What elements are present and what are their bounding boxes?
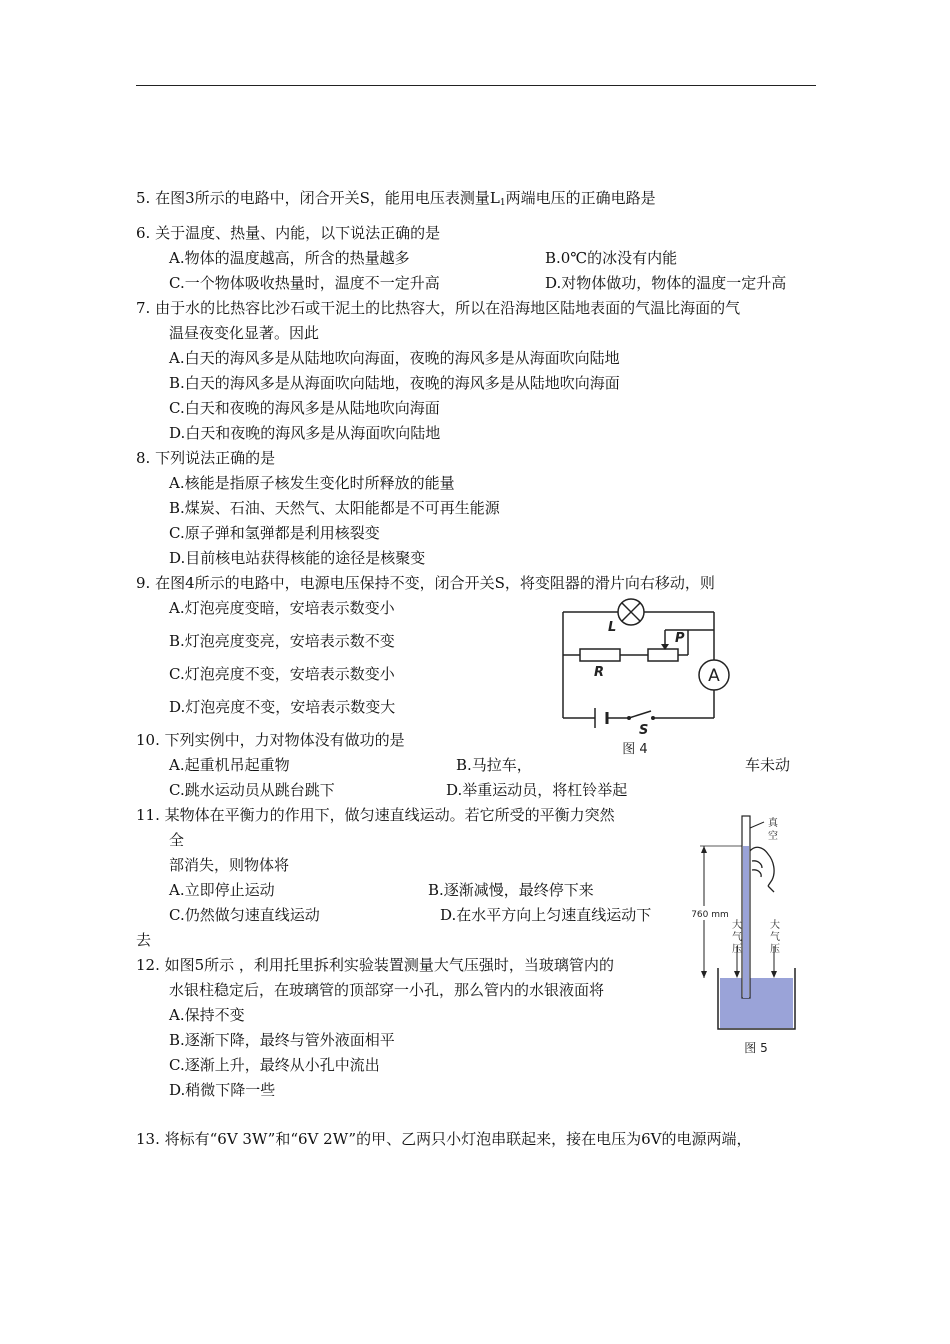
mercury-column	[743, 846, 749, 998]
atm-right-1: 大	[770, 920, 780, 931]
rheostat-icon	[648, 649, 678, 661]
q8-option-c: C.原子弹和氢弹都是利用核裂变	[169, 524, 380, 542]
q11-stem: 11. 某物体在平衡力的作用下，做匀速直线运动。若它所受的平衡力突然	[136, 806, 615, 824]
ammeter-label: A	[708, 666, 720, 686]
resistor-icon	[580, 649, 620, 661]
q12-stem-cont: 水银柱稳定后，在玻璃管的顶部穿一小孔，那么管内的水银液面将	[169, 981, 605, 999]
q9-option-a: A.灯泡亮度变暗，安培表示数变小	[169, 599, 395, 617]
q10-stem: 10. 下列实例中，力对物体没有做功的是	[136, 731, 405, 749]
atm-left-2: 气	[732, 932, 742, 943]
battery-icon	[595, 708, 607, 728]
vacuum-label-1: 真	[768, 818, 778, 829]
resistor-label: R	[594, 665, 605, 680]
q10-option-b-cont: 车未动	[745, 756, 791, 774]
q6-stem: 6. 关于温度、热量、内能，以下说法正确的是	[136, 224, 441, 242]
q11-option-c: C.仍然做匀速直线运动	[169, 906, 320, 924]
q8-option-d: D.目前核电站获得核能的途径是核聚变	[169, 549, 426, 567]
q8-stem: 8. 下列说法正确的是	[136, 449, 276, 467]
q9-option-d: D.灯泡亮度不变，安培表示数变大	[169, 698, 396, 716]
switch-label: S	[639, 723, 649, 738]
q8-option-a: A.核能是指原子核发生变化时所释放的能量	[169, 474, 455, 492]
q6-option-c: C.一个物体吸收热量时，温度不一定升高	[169, 274, 440, 292]
q11-option-d-cont: 去	[136, 931, 152, 949]
atm-left-1: 大	[732, 920, 742, 931]
q12-option-a: A.保持不变	[169, 1006, 245, 1024]
q12-stem: 12. 如图5所示 ，利用托里拆利实验装置测量大气压强时，当玻璃管内的	[136, 956, 614, 974]
figure-4-caption: 图 4	[622, 742, 648, 757]
mercury-trough	[720, 978, 793, 1028]
hand-icon	[750, 847, 774, 892]
atm-right-2: 气	[770, 932, 780, 943]
q6-option-d: D.对物体做功，物体的温度一定升高	[545, 274, 787, 292]
q6-option-a: A.物体的温度越高，所含的热量越多	[169, 249, 410, 267]
q9-stem: 9. 在图4所示的电路中，电源电压保持不变，闭合开关S，将变阻器的滑片向右移动，则	[136, 574, 715, 592]
q6-option-b: B.0℃的冰没有内能	[545, 249, 678, 267]
q10-option-d: D.举重运动员，将杠铃举起	[446, 781, 628, 799]
q11-option-a: A.立即停止运动	[169, 881, 275, 899]
ammeter-icon	[699, 660, 729, 690]
q7-stem-cont: 温昼夜变化显著。因此	[169, 324, 320, 342]
q10-option-b: B.马拉车，	[456, 756, 532, 774]
atm-right-3: 压	[770, 944, 780, 955]
slider-label: P	[675, 631, 685, 646]
q12-option-c: C.逐渐上升，最终从小孔中流出	[169, 1056, 380, 1074]
q12-option-b: B.逐渐下降，最终与管外液面相平	[169, 1031, 395, 1049]
q8-option-b: B.煤炭、石油、天然气、太阳能都是不可再生能源	[169, 499, 500, 517]
q12-option-d: D.稍微下降一些	[169, 1081, 276, 1099]
lamp-label: L	[608, 620, 617, 635]
q10-option-a: A.起重机吊起重物	[169, 756, 290, 774]
q7-option-a: A.白天的海风多是从陆地吹向海面，夜晚的海风多是从海面吹向陆地	[169, 349, 620, 367]
vacuum-label-2: 空	[768, 831, 778, 842]
lamp-icon	[618, 599, 644, 625]
q11-option-b: B.逐渐减慢，最终停下来	[428, 881, 594, 899]
height-label: 760 mm	[691, 910, 729, 920]
switch-icon	[627, 711, 655, 720]
q13-stem: 13. 将标有“6V 3W”和“6V 2W”的甲、乙两只小灯泡串联起来，接在电压为6V的电源两端，	[136, 1130, 752, 1148]
header-rule	[136, 85, 816, 86]
figure-4-circuit	[555, 590, 735, 760]
q11-stem-cont: 部消失，则物体将	[169, 856, 290, 874]
q11-option-d: D.在水平方向上匀速直线运动下	[440, 906, 652, 924]
q7-option-c: C.白天和夜晚的海风多是从陆地吹向海面	[169, 399, 440, 417]
q7-option-d: D.白天和夜晚的海风多是从海面吹向陆地	[169, 424, 441, 442]
q7-stem: 7. 由于水的比热容比沙石或干泥土的比热容大，所以在沿海地区陆地表面的气温比海面的气	[136, 299, 741, 317]
q7-option-b: B.白天的海风多是从海面吹向陆地，夜晚的海风多是从陆地吹向海面	[169, 374, 620, 392]
figure-5-torricelli	[690, 806, 815, 1056]
q10-option-c: C.跳水运动员从跳台跳下	[169, 781, 335, 799]
figure-5-caption: 图 5	[744, 1041, 768, 1055]
q5-stem: 5. 在图3所示的电路中，闭合开关S，能用电压表测量$L_1$两端电压的正确电路是	[136, 189, 656, 208]
atm-left-3: 压	[732, 944, 742, 955]
q9-option-c: C.灯泡亮度不变，安培表示数变小	[169, 665, 395, 683]
q9-option-b: B.灯泡亮度变亮，安培表示数不变	[169, 632, 395, 650]
q11-stem-wrap: 全	[169, 831, 185, 849]
